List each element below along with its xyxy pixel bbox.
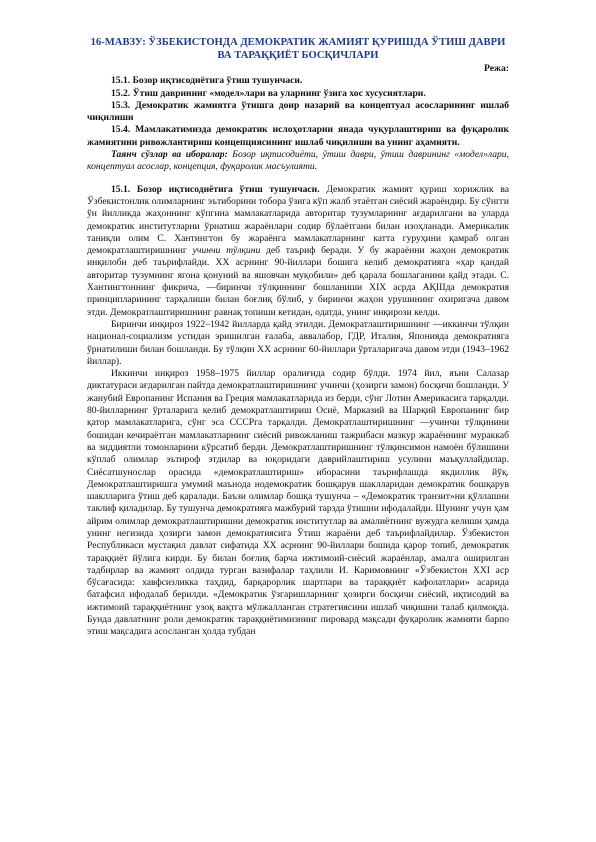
section-gap <box>87 174 509 184</box>
keywords-text: Бозор иқтисодиёти, ўтиш даври, ўтиш даврининг «модел»лари, концептуал асослар, концепция, фуқаролик масъулияти. <box>87 149 509 173</box>
section-heading: 15.1. Бозор иқтисодиётига ўтиш тушунчаси. <box>111 183 320 195</box>
body-paragraph: Биринчи инқироз 1922–1942 йилларда қайд этилди. Демократлаштиришнинг ―иккинчи тўлқин национал-социализм устидан эришилган ғалаба, аввалабор, ГДР, Италия, Японияда демократияга ўрнатилиши билан бошланди. Бу тўлқин ХХ асрнинг 60-йиллари ўрталаригача давом этди (1943–1962 йиллар). <box>87 318 509 367</box>
plan-item: 15.3. Демократик жамиятга ўтишга доир назарий ва концептуал асосларининг ишлаб чиқилиши <box>87 99 509 124</box>
body-paragraph: Иккинчи инқироз 1958–1975 йиллар оралиғида содир бўлди. 1974 йил, яъни Салазар диктатураси ағдарилган пайтда демократлаштиришнинг учинчи (ҳозирги замон) босқичи бошланди. У жанубий Европанинг Испания ва Греция мамлакатларида из берди, сўнг Лотин Америкасига тарқалди. 80-йилларнинг ўрталарига келиб демократлаштириш Осиё, Марказий ва Шарқий Европанинг бир қатор мамлакатларига, сўнг эса СССРга тарқалди. Демократлаштиришнинг ―учинчи тўлқинини бошидан кечираётган мамлакатларнинг сиёсий ривожланиш тажрибаси мазкур жараённинг мураккаб ва зиддиятли томонларини кўрсатиб берди. Демократлаштиришнинг тўлқинсимон намоён бўлишини кўплаб олимлар эътироф этдилар ва юқоридаги даврийлаштириш усулини маъқуллайдилар. Сиёсатшунослар орасида «демократлаштириш» иборасини таърифлашда якдиллик йўқ. Демократлаштиришга умумий маънода нодемократик бошқарув шаклларидан демократик бошқарув шаклларига ўтиш деб қаралади. Баъзи олимлар бошқа тушунча – «Демократик транзит»ни қўллашни таклиф қиладилар. Бу тушунча демократияга мажбурий тарзда ўтишни ифодалайди. Шунинг учун ҳам айрим олимлар демократлаштиришни демократик институтлар ва амалиётнинг вужудга келиши ҳамда унинг негизида ҳозирги замон демократиясига Ўтиш жараёни деб таърифлайдилар. Ўзбекистон Республикаси мустақил давлат сифатида ХХ асрнинг 90-йиллари бошида қарор топиб, демократик тараққиёт йўлига кирди. Бу билан боғлиқ барча ижтимоий-сиёсий жараёнлар, амалга оширилган тадбирлар ва жамият олдида турган вазифалар таҳлили И. Каримовнинг «Ўзбекистон ХХI аср бўсағасида: хавфсизликка таҳдид, барқарорлик шартлари ва тараққиёт кафолатлари» асарида батафсил ифодалаб берилди. «Демократик ўзгаришларнинг ҳозирги босқичи сиёсий, иқтисодий ва ижтимоий тараққиётнинг узоқ вақтга мўлжалланган стратегиясини ишлаб чиқишни талаб қилмоқда. Бунда давлатнинг роли демократик тараққиётимизнинг пировард мақсади фуқаролик жамияти барпо этиш мақсадига асосланган ҳолда тубдан <box>87 368 509 638</box>
italic-term: учинчи тўлқини <box>192 245 261 257</box>
body-paragraph <box>87 184 509 319</box>
paragraph-text: Демократик жамият қуриш хорижлик ва Ўзбекистонлик олимларнинг эътиборини тобора ўзига кўп жалб этаётган сиёсий жараёндир. Бу сўнгги ўн йилликда жаҳоннинг кўпгина мамлакатларида авторитар тузумларнинг ағдарилгани ва уларда демократик институтларни ўрнатиш жараёнлари содир бўлаётгани билан изоҳланади. Америкалик таниқли олим С. Хантингтон бу жараёнга мамлакатларнинг катта гуруҳини қамраб олган демократлаштиришнинг <box>87 183 509 257</box>
document-title: 16-МАВЗУ: ЎЗБЕКИСТОНДА ДЕМОКРАТИК ЖАМИЯТ ҚУРИШДА ЎТИШ ДАВРИ ВА ТАРАҚҚИЁТ БОСҚИЧЛАРИ <box>90 37 506 61</box>
plan-item: 15.2. Ўтиш даврининг «модел»лари ва уларнинг ўзига хос хусусиятлари. <box>111 87 426 99</box>
plan-label: Режа: <box>484 63 509 74</box>
document-page <box>87 36 509 639</box>
plan-item: 15.4. Мамлакатимизда демократик ислоҳотларни янада чуқурлаштириш ва фуқаролик жамиятини ривожлантириш концепциясининг ишлаб чиқилиши ва унинг аҳамияти. <box>87 124 509 148</box>
keywords-paragraph <box>87 149 509 174</box>
paragraph-text: деб таъриф беради. У бу жараённи жаҳон демократик инқилоби деб таърифлайди. ХХ асрнинг 90-йиллари бошига келиб демократияга «ҳар қандай авторитар тузумнинг ягона қонуний ва яшовчан муқобили» деб қарала бошлаганини қайд этади. С. Хантингтоннинг фикрича, ―биринчи тўлқиннинг бошланиши XIX асрда АҚШда демократия принципларининг тарқалиши билан боғлиқ бўлиб, у биринчи жаҳон урушининг охиригача давом этди. Демократлаштиришнинг равнақ топиши кетидан, одатда, унинг инқирози келди. <box>87 245 510 318</box>
keywords-label: Таянч сўзлар ва иборалар: <box>111 149 228 161</box>
plan-item: 15.1. Бозор иқтисодиётига ўтиш тушунчаси. <box>111 75 303 87</box>
